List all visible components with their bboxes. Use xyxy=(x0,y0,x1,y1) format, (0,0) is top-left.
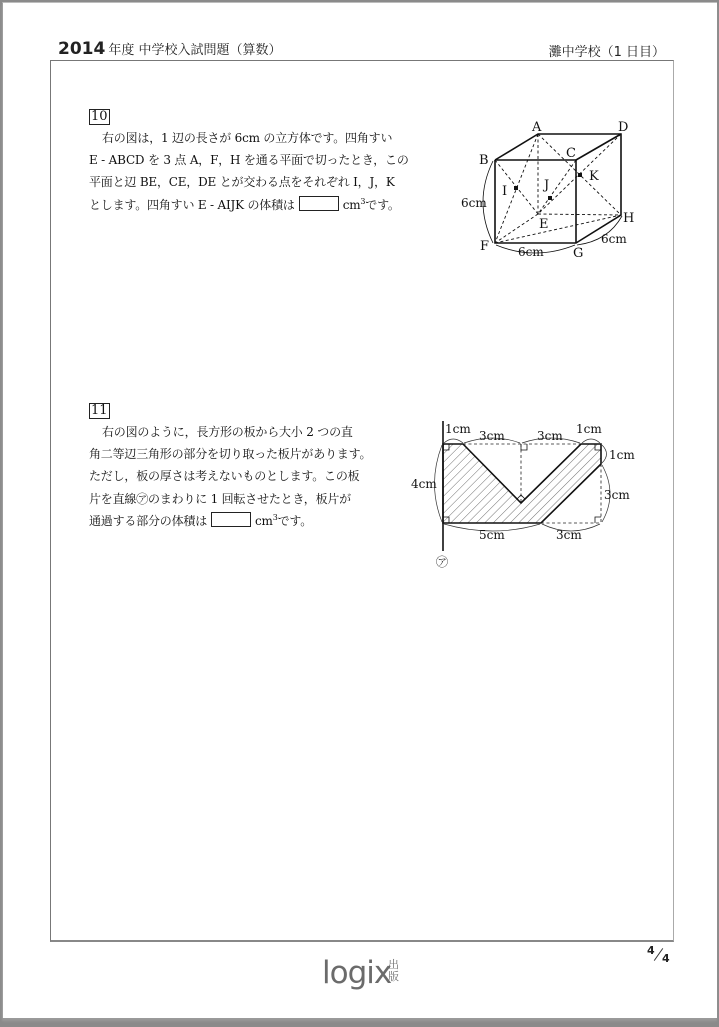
q10-line-3: 平面と辺 BE，CE，DE とが交わる点をそれぞれ I，J，K xyxy=(89,175,395,190)
logo-sub-2: 版 xyxy=(388,970,399,983)
logo-text: logix xyxy=(322,955,392,991)
publisher-logo xyxy=(322,955,399,991)
question-11-text xyxy=(89,421,371,532)
q11-line-4: 片を直線㋐のまわりに 1 回転させたとき，板片が xyxy=(89,491,351,506)
dim-top-3cm-right: 3cm xyxy=(537,429,563,443)
q10-line-4-text: とします。四角すい E - AIJK の体積は xyxy=(89,197,295,212)
header-exam-title: 年度 中学校入試問題（算数） xyxy=(108,43,282,58)
dim-label-right: 6cm xyxy=(601,232,627,246)
header-year: 2014 xyxy=(58,39,106,59)
q10-unit-exp: 3 xyxy=(360,196,366,206)
label-D: D xyxy=(618,120,629,135)
dim-top-1cm-left: 1cm xyxy=(445,422,471,436)
page-number xyxy=(647,945,673,967)
page-total: 4 xyxy=(662,952,670,965)
label-H: H xyxy=(623,211,635,226)
q11-unit: cm xyxy=(255,513,273,528)
q11-line-1: 右の図のように，長方形の板から大小 2 つの直 xyxy=(102,425,353,439)
q11-answer-box[interactable] xyxy=(211,512,251,527)
label-F: F xyxy=(480,239,490,254)
q10-line-2: E - ABCD を 3 点 A，F，H を通る平面で切ったとき，この xyxy=(89,153,409,168)
q10-unit: cm xyxy=(342,197,361,212)
dim-left-4cm: 4cm xyxy=(411,477,437,491)
header-title xyxy=(58,39,281,59)
q11-line-5 xyxy=(89,510,371,532)
label-G: G xyxy=(573,246,584,261)
dim-right-1cm: 1cm xyxy=(609,448,635,462)
dim-bottom-5cm: 5cm xyxy=(479,528,505,542)
q11-suffix: です。 xyxy=(277,513,313,528)
label-I: I xyxy=(502,184,508,199)
q10-suffix: です。 xyxy=(365,197,400,212)
axis-label: ㋐ xyxy=(436,555,449,569)
q11-line-3: ただし，板の厚さは考えないものとします。この板 xyxy=(89,469,360,484)
dim-label-left: 6cm xyxy=(461,196,487,210)
dim-bottom-3cm: 3cm xyxy=(556,528,582,542)
label-A: A xyxy=(532,120,542,135)
q11-line-5-text: 通過する部分の体積は xyxy=(89,513,208,528)
label-K: K xyxy=(589,169,599,184)
logo-sub-1: 出 xyxy=(388,958,399,971)
q10-answer-box[interactable] xyxy=(299,196,339,211)
q10-line-4 xyxy=(89,194,409,216)
q11-line-2: 角二等辺三角形の部分を切り取った板片があります。 xyxy=(89,447,372,462)
logo-subtext xyxy=(388,959,400,983)
label-B: B xyxy=(479,153,489,168)
q10-line-1: 右の図は，1 辺の長さが 6cm の立方体です。四角すい xyxy=(102,131,393,145)
label-E: E xyxy=(539,217,549,232)
dim-right-3cm: 3cm xyxy=(604,488,630,502)
dim-label-bottom: 6cm xyxy=(518,245,544,259)
header-school: 灘中学校（1 日目） xyxy=(548,45,665,60)
dim-top-3cm-left: 3cm xyxy=(479,429,505,443)
question-10-text xyxy=(89,127,409,216)
page-current: 4 xyxy=(647,944,655,957)
dim-top-1cm-right: 1cm xyxy=(576,422,602,436)
question-10-number: 10 xyxy=(91,109,108,124)
q11-unit-exp: 3 xyxy=(272,512,278,522)
label-C: C xyxy=(566,146,576,161)
document-page xyxy=(2,2,717,1018)
label-J: J xyxy=(544,178,550,193)
question-11-number: 11 xyxy=(91,403,108,418)
